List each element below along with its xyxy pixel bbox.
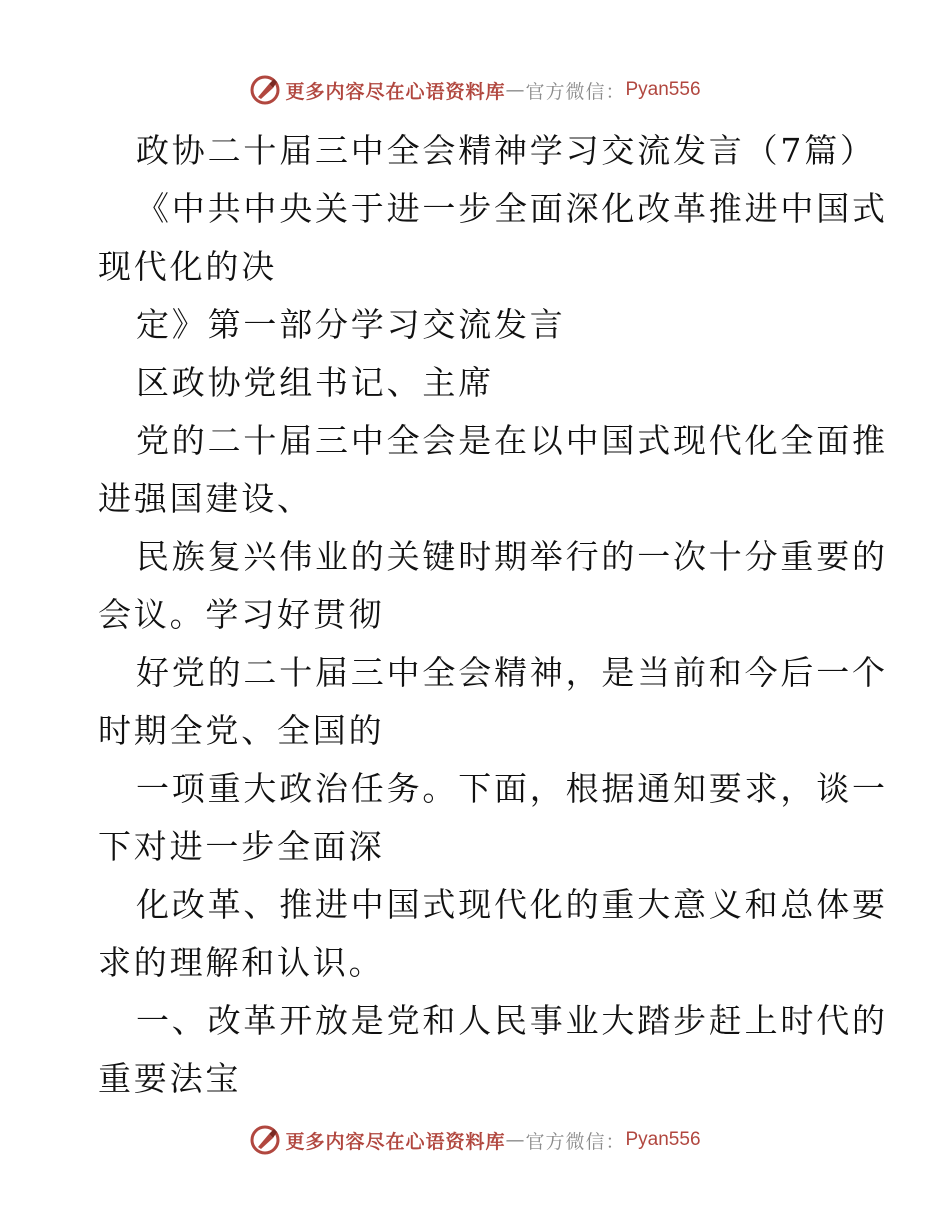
paragraph-line: 化改革、推进中国式现代化的重大意义和总体要 — [136, 885, 888, 924]
watermark-main-text: 更多内容尽在心语资料库 — [285, 80, 506, 103]
paragraph-line: 定》第一部分学习交流发言 — [136, 305, 566, 344]
document-body — [98, 122, 888, 1108]
watermark-dash: — — [505, 1129, 526, 1151]
paragraph-line: 求的理解和认识。 — [98, 943, 385, 982]
paragraph-line: 时期全党、全国的 — [98, 711, 385, 750]
paragraph-line: 下对进一步全面深 — [98, 827, 385, 866]
paragraph-line: 好党的二十届三中全会精神，是当前和今后一个 — [136, 653, 888, 692]
paragraph-line: 《中共中央关于进一步全面深化改革推进中国式 — [136, 189, 888, 228]
watermark-banner-bottom — [0, 1120, 950, 1160]
watermark-sub-text: 官方微信： — [525, 80, 626, 103]
section-heading: 一、改革开放是党和人民事业大踏步赶上时代的 — [136, 1001, 888, 1040]
watermark-sub-text: 官方微信： — [525, 1130, 626, 1153]
watermark-main-text: 更多内容尽在心语资料库 — [285, 1130, 506, 1153]
paragraph-line: 民族复兴伟业的关键时期举行的一次十分重要的 — [136, 537, 888, 576]
document-title: 政协二十届三中全会精神学习交流发言（7篇） — [136, 131, 876, 170]
watermark-banner-top — [0, 70, 950, 110]
section-heading-continued: 重要法宝 — [98, 1059, 242, 1098]
paragraph-line: 党的二十届三中全会是在以中国式现代化全面推 — [136, 421, 888, 460]
watermark-wechat-id: Pyan556 — [625, 1129, 701, 1150]
paragraph-line: 进强国建设、 — [98, 479, 313, 518]
paragraph-line: 会议。学习好贯彻 — [98, 595, 385, 634]
paragraph-line: 现代化的决 — [98, 247, 277, 286]
speaker-title: 区政协党组书记、主席 — [136, 363, 494, 402]
paragraph-line: 一项重大政治任务。下面，根据通知要求，谈一 — [136, 769, 888, 808]
watermark-dash: — — [505, 79, 526, 101]
pen-nib-logo-icon — [249, 74, 281, 106]
watermark-wechat-id: Pyan556 — [625, 79, 701, 100]
pen-nib-logo-icon — [249, 1124, 281, 1156]
